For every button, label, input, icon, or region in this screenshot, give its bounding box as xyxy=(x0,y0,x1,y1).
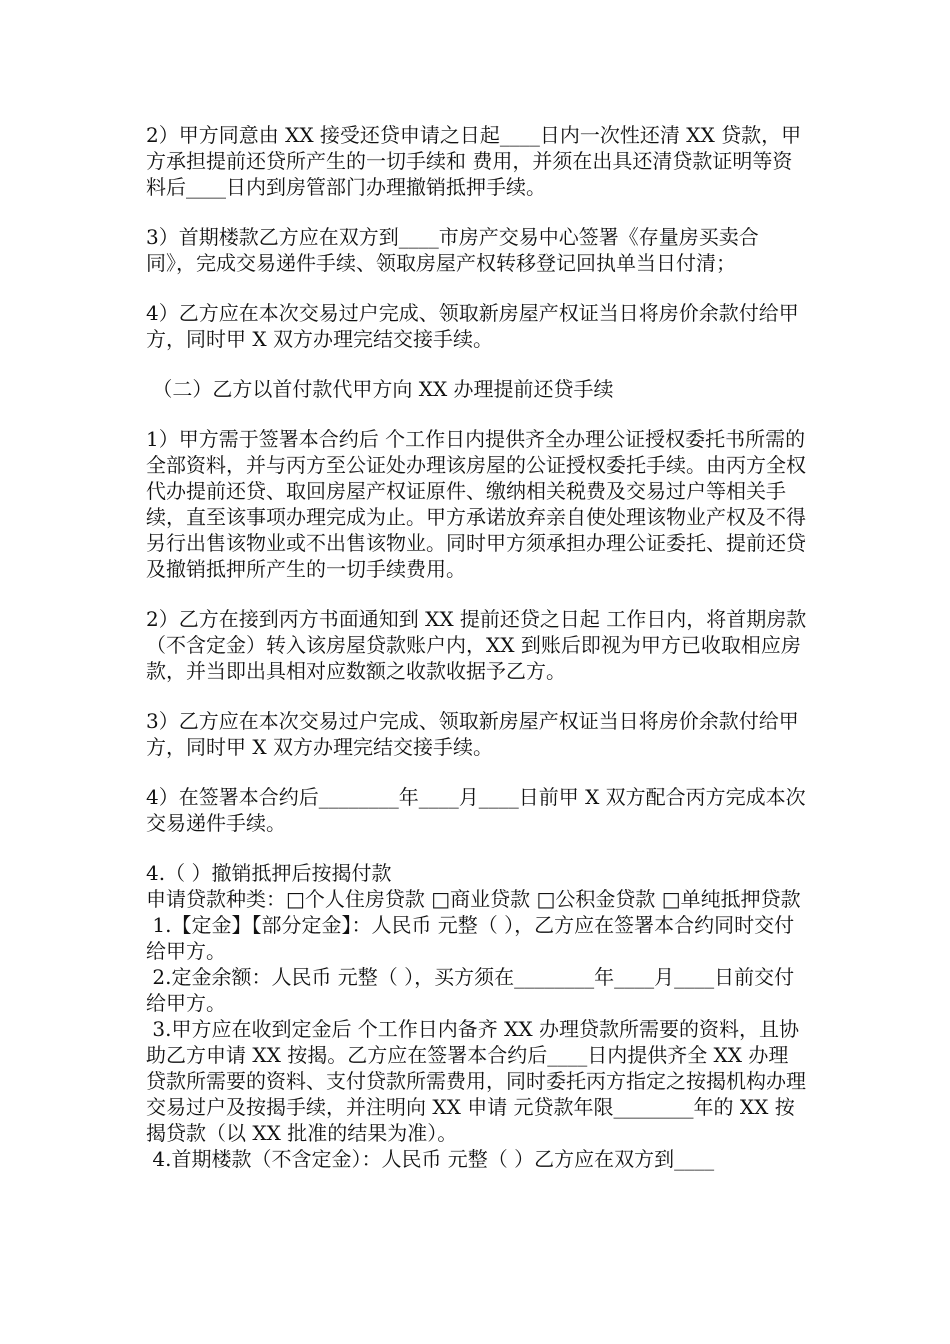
loan-type-options: 申请贷款种类：□个人住房贷款 □商业贷款 □公积金贷款 □单纯抵押贷款 xyxy=(146,887,801,911)
item-1-deposit: 1.【定金】【部分定金】：人民币 元整（ ），乙方应在签署本合约同时交付给甲方。 xyxy=(146,913,795,963)
paragraph-3-balance-payment: 3）乙方应在本次交易过户完成、领取新房屋产权证当日将房价余款付给甲方，同时甲 X 双方办理完结交接手续。 xyxy=(146,709,799,759)
paragraph-3-down-payment: 3）首期楼款乙方应在双方到____市房产交易中心签署《存量房买卖合同》，完成交易递件手续、领取房屋产权转移登记回执单当日付清； xyxy=(146,225,759,275)
item-4-first-payment: 4.首期楼款（不含定金）：人民币 元整（ ）乙方应在双方到____ xyxy=(146,1147,715,1171)
paragraph-4-filing: 4）在签署本合约后________年____月____日前甲 X 双方配合丙方完成本次交易递件手续。 xyxy=(146,785,806,835)
paragraph-4-balance-payment: 4）乙方应在本次交易过户完成、领取新房屋产权证当日将房价余款付给甲方，同时甲 X 双方办理完结交接手续。 xyxy=(146,301,799,351)
item-3-mortgage: 3.甲方应在收到定金后 个工作日内备齐 XX 办理贷款所需要的资料，且协助乙方申请 XX 按揭。乙方应在签署本合约后____日内提供齐全 XX 办理贷款所需要的资料、支付贷款所需费用，同时委托丙方指定之按揭机构办理交易过户及按揭手续，并注明向 XX 申请 元贷款年限________年的 XX 按揭贷款（以 XX 批准的结果为准）。 xyxy=(146,1017,806,1145)
item-2-deposit-balance: 2.定金余额：人民币 元整（ ），买方须在________年____月____日前交付给甲方。 xyxy=(146,965,795,1015)
section-heading-prepayment: （二）乙方以首付款代甲方向 XX 办理提前还贷手续 xyxy=(146,377,614,401)
paragraph-2-transfer: 2）乙方在接到丙方书面通知到 XX 提前还贷之日起 工作日内，将首期房款（不含定金）转入该房屋贷款账户内，XX 到账后即视为甲方已收取相应房款，并当即出具相对应数额之收款收据予乙方。 xyxy=(146,607,807,683)
document-body xyxy=(146,122,808,1172)
section-4-heading: 4.（ ）撤销抵押后按揭付款 xyxy=(146,861,392,885)
paragraph-2-repayment: 2）甲方同意由 XX 接受还贷申请之日起____日内一次性还清 XX 贷款，甲方承担提前还贷所产生的一切手续和 费用，并须在出具还清贷款证明等资料后____日内到房管部门办理撤销抵押手续。 xyxy=(146,123,802,199)
paragraph-1-notary: 1）甲方需于签署本合约后 个工作日内提供齐全办理公证授权委托书所需的全部资料，并与丙方至公证处办理该房屋的公证授权委托手续。由丙方全权代办提前还贷、取回房屋产权证原件、缴纳相关税费及交易过户等相关手续，直至该事项办理完成为止。甲方承诺放弃亲自使处理该物业产权及不得另行出售该物业或不出售该物业。同时甲方须承担办理公证委托、提前还贷及撤销抵押所产生的一切手续费用。 xyxy=(146,427,806,581)
